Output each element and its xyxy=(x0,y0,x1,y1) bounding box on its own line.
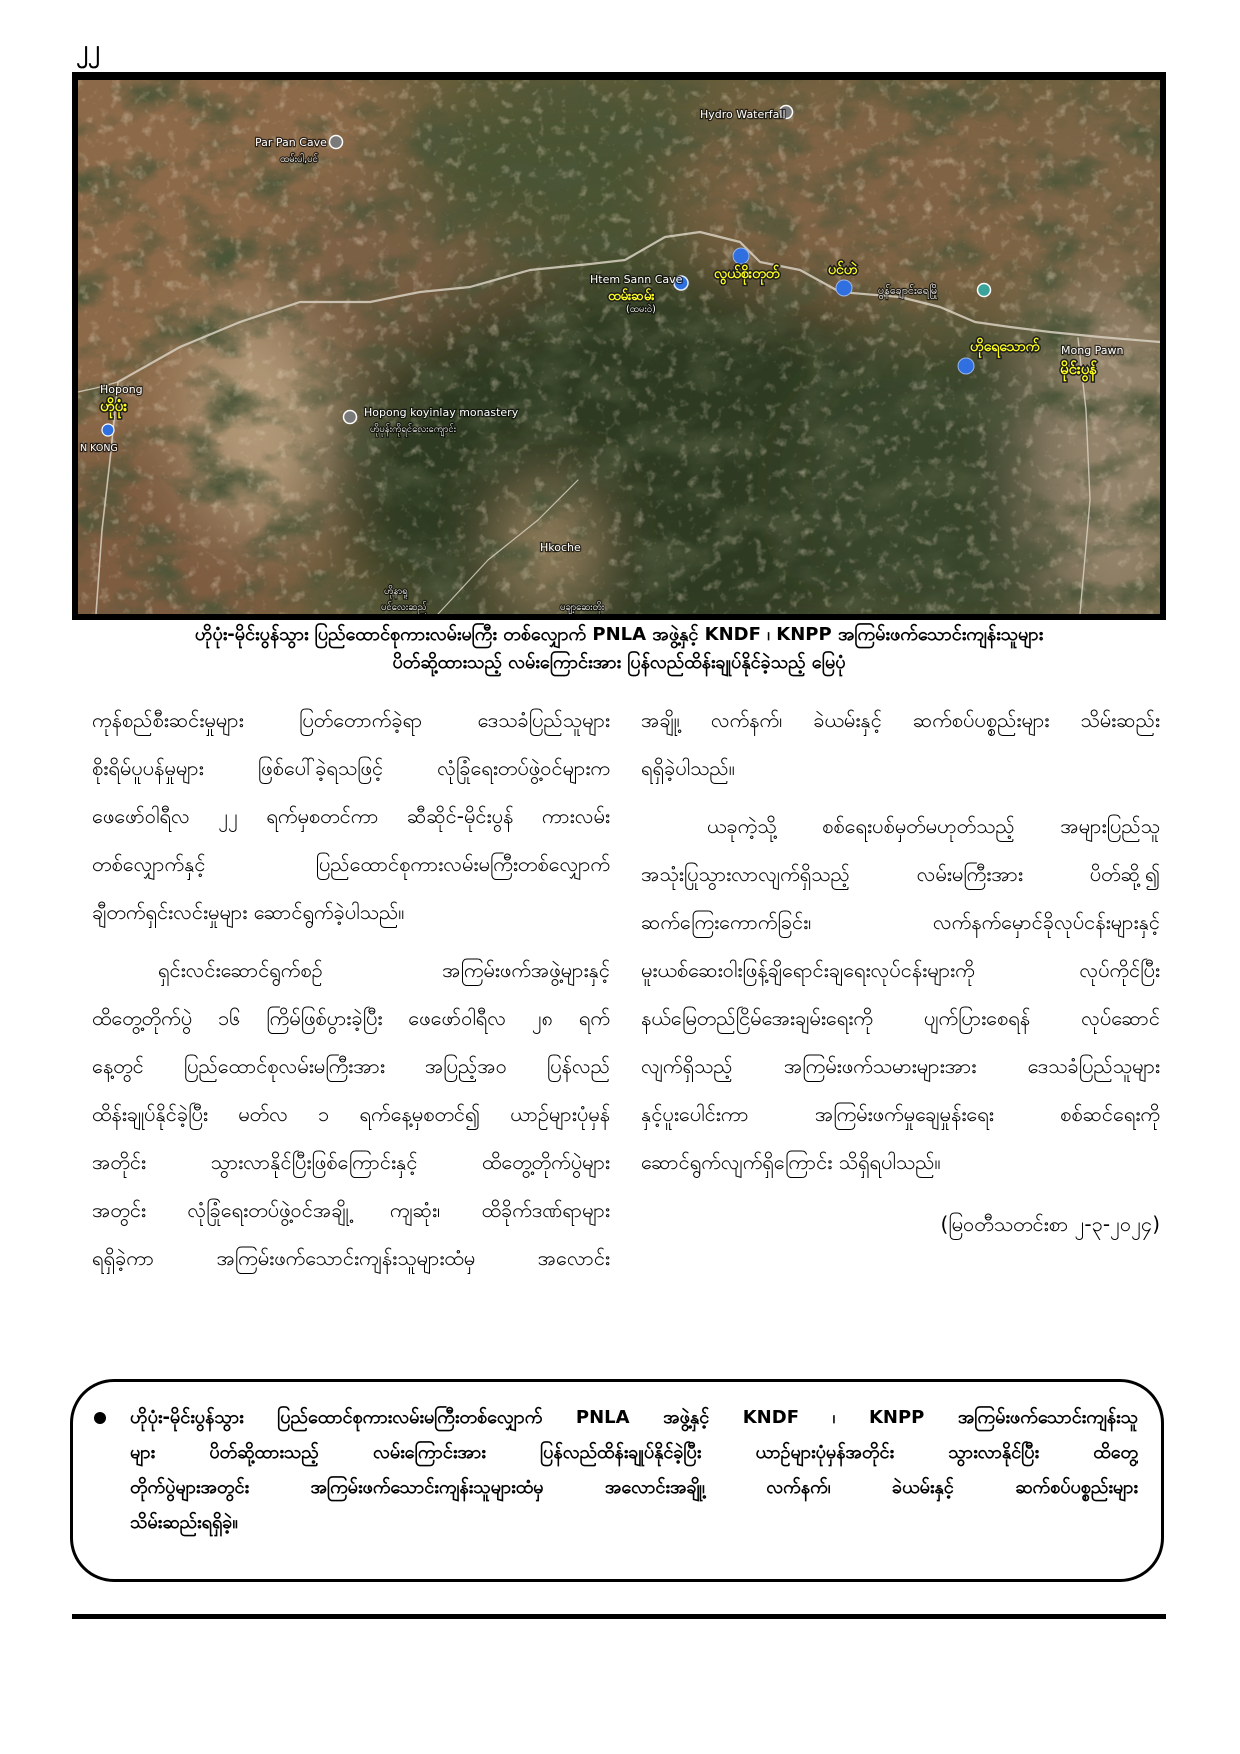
body-line: တစ်လျှောက်နှင့် ပြည်ထောင်စုကားလမ်းမကြီးတစ်လျှောက် xyxy=(92,852,610,876)
body-line: ရှင်းလင်းဆောင်ရွက်စဉ် အကြမ်းဖက်အဖွဲ့များနှင့် xyxy=(158,958,610,982)
town-pin-icon xyxy=(102,424,114,436)
label-ho-ye-thauk: ဟိုရေသောက် xyxy=(970,339,1040,355)
label-hydro-waterfall: Hydro Waterfall xyxy=(700,108,786,121)
paragraph xyxy=(641,696,1160,792)
paragraph xyxy=(92,696,610,936)
paragraph xyxy=(92,946,610,1282)
body-line: နေ့တွင် ပြည်ထောင်စုလမ်းမကြီးအား အပြည့်အဝ ပြန်လည် xyxy=(92,1054,610,1078)
summary-box xyxy=(70,1379,1164,1582)
bottom-rule xyxy=(72,1614,1166,1619)
caption-line: ပိတ်ဆို့ထားသည့် လမ်းကြောင်းအား ပြန်လည်ထိန်းချုပ်နိုင်ခဲ့သည့် မြေပုံ xyxy=(392,652,846,673)
map-canvas xyxy=(78,80,1160,614)
summary-line: ဟိုပုံး-မိုင်းပွန်သွား ပြည်ထောင်စုကားလမ်းမကြီးတစ်လျှောက် PNLA အဖွဲ့နှင့် KNDF ၊ KNPP အကြမ်းဖက်သောင်းကျန်းသူ xyxy=(130,1407,1138,1428)
label-hopong: Hopong xyxy=(100,383,143,396)
label-pon-chaung: ပွန်ချောင်းရေမြို xyxy=(878,284,938,297)
body-line: ချီတက်ရှင်းလင်းမှုများ ဆောင်ရွက်ခဲ့ပါသည်။ xyxy=(92,900,405,924)
article-left-column xyxy=(92,696,610,1296)
label-ho-na-ru: ဟိုနာရူ xyxy=(384,586,408,597)
label-mong-pawn-mm: မိုင်းပွန် xyxy=(1060,360,1098,378)
page-number: ၂၂ xyxy=(76,35,100,63)
map-caption xyxy=(72,621,1166,677)
body-line: နယ်မြေတည်ငြိမ်အေးချမ်းရေးကို ပျက်ပြားစေရန် လုပ်ဆောင် xyxy=(641,1006,1160,1030)
label-monastery-mm: ဟိုပုန်းကိုရင်လေးကျောင်း xyxy=(370,424,457,435)
body-line: စိုးရိမ်ပူပန်မှုများ ဖြစ်ပေါ်ခဲ့ရသဖြင့် လုံခြုံရေးတပ်ဖွဲ့ဝင်များက xyxy=(92,756,610,780)
summary-text xyxy=(130,1400,1138,1540)
label-par-pan-cave-mm: ထမ်းပါ,ပင် xyxy=(280,154,318,165)
label-mong-pawn: Mong Pawn xyxy=(1061,344,1124,357)
body-line: အသုံးပြုသွားလာလျက်ရှိသည့် လမ်းမကြီးအား ပိတ်ဆို့၍ xyxy=(641,862,1160,886)
marker-dot xyxy=(733,248,749,264)
monastery-pin-icon xyxy=(344,411,357,424)
body-line: ဆက်ကြေးကောက်ခြင်း၊ လက်နက်မှောင်ခိုလုပ်ငန်းများနှင့် xyxy=(641,910,1160,934)
label-hkoche: Hkoche xyxy=(540,541,581,554)
label-htem-sann-small: (ထမး၀ဲ) xyxy=(626,304,656,315)
summary-line: တိုက်ပွဲများအတွင်း အကြမ်းဖက်သောင်းကျန်းသူများထံမှ အလောင်းအချို့၊ လက်နက်၊ ခဲယမ်းနှင့် ဆက်စပ်ပစ္စည်းများ xyxy=(130,1477,1138,1498)
body-line: ရရှိခဲ့ပါသည်။ xyxy=(641,756,735,780)
cave-pin-icon xyxy=(330,136,343,149)
label-htem-sann-mm: ထမ်းဆမ်း xyxy=(608,289,655,304)
body-line: နှင့်ပူးပေါင်းကာ အကြမ်းဖက်မှုချေမှုန်းရေး စစ်ဆင်ရေးကို xyxy=(641,1102,1160,1126)
label-hopong-mm: ဟိုပုံး xyxy=(100,397,128,415)
label-pa-cha-se-toe: ပချာ့ဆေးတိုး xyxy=(560,602,605,613)
landmark-pin-icon xyxy=(978,284,991,297)
body-line: ကုန်စည်စီးဆင်းမှုများ ပြတ်တောက်ခဲ့ရာ ဒေသခံပြည်သူများ xyxy=(92,708,610,732)
label-pin-he: ပင်ဟဲ xyxy=(828,262,858,278)
body-line: ဆောင်ရွက်လျက်ရှိကြောင်း သိရှိရပါသည်။ xyxy=(641,1150,941,1174)
summary-line: များ ပိတ်ဆို့ထားသည့် လမ်းကြောင်းအား ပြန်လည်ထိန်းချုပ်နိုင်ခဲ့ပြီး ယာဉ်များပုံမှန်အတိုင်း သွားလာနိုင်ပြီး ထိတွေ့ xyxy=(130,1442,1138,1463)
body-line: အချို့၊ လက်နက်၊ ခဲယမ်းနှင့် ဆက်စပ်ပစ္စည်းများ သိမ်းဆည်း xyxy=(641,708,1160,732)
bullet-icon xyxy=(94,1412,106,1424)
label-monastery: Hopong koyinlay monastery xyxy=(364,406,519,419)
article-right-column xyxy=(641,696,1160,1296)
marker-dot xyxy=(958,358,974,374)
body-line: ဖေဖော်ဝါရီလ ၂၂ ရက်မှစတင်ကာ ဆီဆိုင်-မိုင်းပွန် ကားလမ်း xyxy=(92,804,610,828)
label-lwe-so-tut: လွယ်စိုးတုတ် xyxy=(714,266,780,282)
satellite-map xyxy=(72,72,1166,620)
news-source: (မြဝတီသတင်းစာ ၂-၃-၂၀၂၄) xyxy=(940,1212,1160,1236)
label-n-kong: N KONG xyxy=(80,443,118,454)
body-line: မူးယစ်ဆေးဝါးဖြန့်ချိရောင်းချရေးလုပ်ငန်းများကို လုပ်ကိုင်ပြီး xyxy=(641,958,1160,982)
body-line: အတိုင်း သွားလာနိုင်ပြီးဖြစ်ကြောင်းနှင့် ထိတွေ့တိုက်ပွဲများ xyxy=(92,1150,610,1174)
body-line: ထိန်းချုပ်နိုင်ခဲ့ပြီး မတ်လ ၁ ရက်နေ့မှစတင်၍ ယာဉ်များပုံမှန် xyxy=(92,1102,610,1126)
caption-line: ဟိုပုံး-မိုင်းပွန်သွား ပြည်ထောင်စုကားလမ်းမကြီး တစ်လျှောက် PNLA အဖွဲ့နှင့် KNDF ၊ KNPP အကြမ်းဖက်သောင်းကျန်းသူများ xyxy=(194,624,1044,645)
body-line: ထိတွေ့တိုက်ပွဲ ၁၆ ကြိမ်ဖြစ်ပွားခဲ့ပြီး ဖေဖော်ဝါရီလ ၂၈ ရက် xyxy=(92,1006,610,1030)
summary-line: သိမ်းဆည်းရရှိခဲ့။ xyxy=(130,1512,238,1533)
body-line: လျက်ရှိသည့် အကြမ်းဖက်သမားများအား ဒေသခံပြည်သူများ xyxy=(641,1054,1160,1078)
label-par-pan-cave: Par Pan Cave xyxy=(255,136,327,149)
marker-dot xyxy=(836,280,852,296)
label-pin-lay-se: ပင်လေးဆည် xyxy=(381,602,427,613)
paragraph xyxy=(641,802,1160,1186)
body-line: ရရှိခဲ့ကာ အကြမ်းဖက်သောင်းကျန်းသူများထံမှ အလောင်း xyxy=(92,1246,610,1270)
label-htem-sann-cave: Htem Sann Cave xyxy=(590,273,683,286)
body-line: အတွင်း လုံခြုံရေးတပ်ဖွဲ့ဝင်အချို့ ကျဆုံး၊ ထိခိုက်ဒဏ်ရာများ xyxy=(92,1198,610,1222)
body-line: ယခုကဲ့သို့ စစ်ရေးပစ်မှတ်မဟုတ်သည့် အများပြည်သူ xyxy=(707,814,1160,838)
